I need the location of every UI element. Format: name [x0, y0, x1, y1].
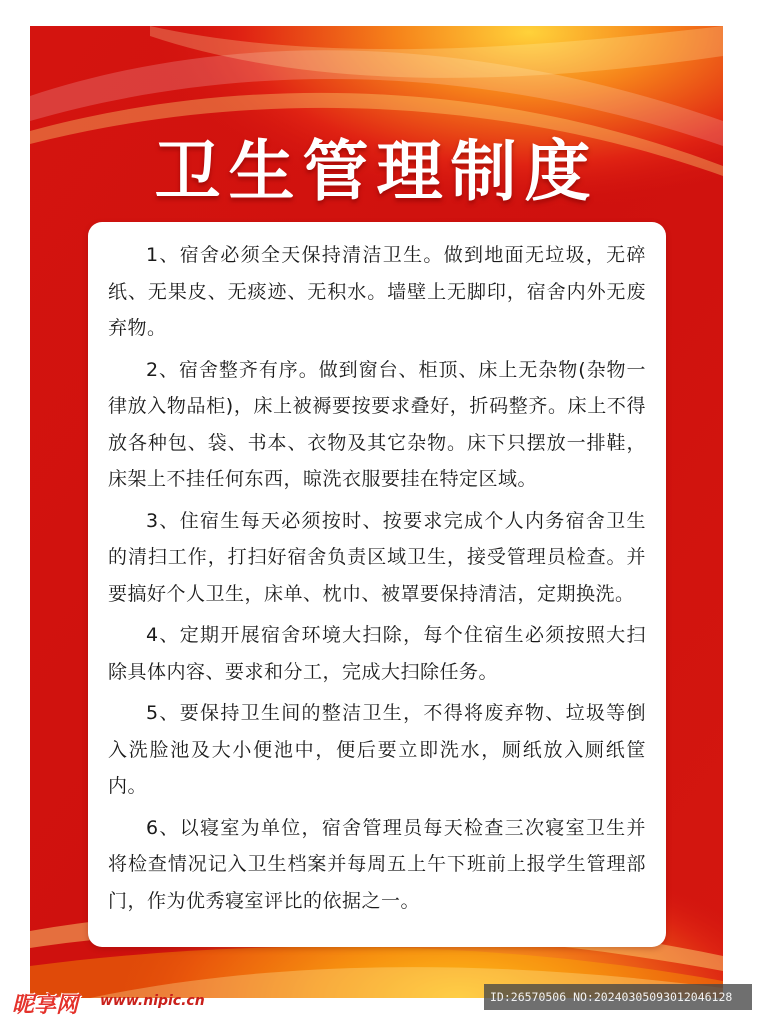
rule-6: 6、以寝室为单位，宿舍管理员每天检查三次寝室卫生并将检查情况记入卫生档案并每周五上午下班前上报学生管理部门，作为优秀寝室评比的依据之一。	[108, 816, 646, 912]
image-id-badge: ID:26570506 NO:20240305093012046128	[484, 984, 752, 1010]
rule-2: 2、宿舍整齐有序。做到窗台、柜顶、床上无杂物(杂物一律放入物品柜)，床上被褥要按要求叠好，折码整齐。床上不得放各种包、袋、书本、衣物及其它杂物。床下只摆放一排鞋，床架上不挂任何东西，晾洗衣服要挂在特定区域。	[108, 358, 646, 490]
rule-4: 4、定期开展宿舍环境大扫除，每个住宿生必须按照大扫除具体内容、要求和分工，完成大扫除任务。	[108, 624, 646, 683]
watermark-url: www.nipic.cn	[100, 993, 205, 1009]
watermark-logo: 昵享网	[12, 993, 79, 1018]
poster	[30, 26, 723, 998]
rules-list	[108, 237, 646, 924]
rule-3: 3、住宿生每天必须按时、按要求完成个人内务宿舍卫生的清扫工作，打扫好宿舍负责区域卫生，接受管理员检查。并要搞好个人卫生，床单、枕巾、被罩要保持清洁，定期换洗。	[108, 509, 646, 605]
poster-title: 卫生管理制度	[154, 133, 599, 210]
watermark-bar	[0, 984, 759, 1024]
rule-1: 1、宿舍必须全天保持清洁卫生。做到地面无垃圾，无碎纸、无果皮、无痰迹、无积水。墙壁上无脚印，宿舍内外无废弃物。	[108, 244, 646, 339]
rule-5: 5、要保持卫生间的整洁卫生，不得将废弃物、垃圾等倒入洗脸池及大小便池中，便后要立即洗水，厕纸放入厕纸筐内。	[108, 702, 646, 797]
content-panel	[88, 222, 666, 947]
